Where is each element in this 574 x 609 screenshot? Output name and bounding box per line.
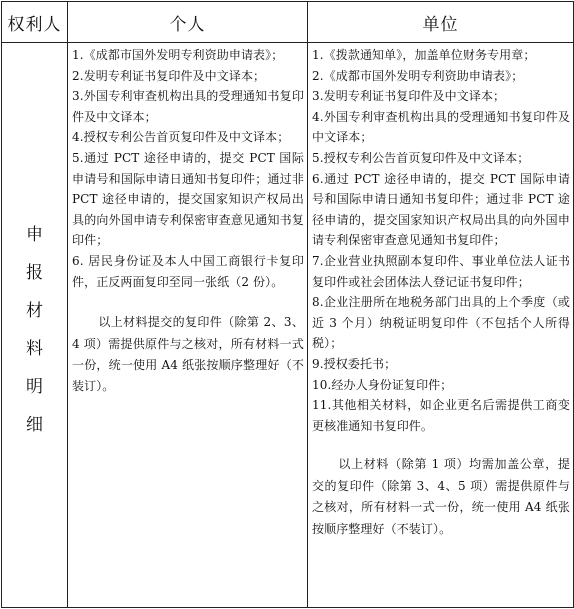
row-label-char: 明 (26, 377, 43, 397)
individual-item: 5.通过 PCT 途径申请的，提交 PCT 国际申请号和国际申请日通知书复印件；通过非 PCT 途径申请的，提交国家知识产权局出具的向外国申请专利保密审查意见通知书复印件； (72, 150, 304, 248)
header-individual: 个人 (68, 2, 308, 43)
entity-note: 以上材料（除第 1 项）均需加盖公章，提交的复印件（除第 3、4、5 项）需提供原件与之核对，所有材料一式一份，统一使用 A4 纸张按顺序整理好（不装订）。 (312, 457, 570, 536)
entity-item: 7.企业营业执照副本复印件、事业单位法人证书复印件或社会团体法人登记证书复印件； (312, 253, 570, 289)
row-label-char: 料 (26, 339, 43, 359)
individual-content (68, 43, 307, 398)
materials-table (1, 1, 574, 608)
header-row (2, 2, 574, 43)
row-label-char: 报 (26, 263, 43, 283)
row-label-char: 细 (26, 415, 43, 435)
row-label-char: 申 (26, 225, 43, 245)
row-label-char: 材 (26, 301, 43, 321)
individual-item: 1.《成都市国外发明专利资助申请表》； (72, 48, 284, 62)
content-row (2, 43, 574, 608)
entity-item: 5.授权专利公告首页复印件及中文译本； (312, 150, 530, 165)
entity-item: 3.发明专利证书复印件及中文译本； (312, 89, 506, 104)
header-holder: 权利人 (2, 2, 68, 43)
individual-item: 6. 居民身份证及本人中国工商银行卡复印件，正反两面复印至同一张纸（2 份）。 (72, 253, 304, 289)
entity-content (308, 43, 573, 540)
entity-item: 6.通过 PCT 途径申请的，提交 PCT 国际申请号和国际申请日通知书复印件；通过非 PCT 途径申请的，提交国家知识产权局出具的向外国申请专利保密审查意见通知书复印件； (312, 171, 570, 248)
individual-note: 以上材料提交的复印件（除第 2、3、4 项）需提供原件与之核对，所有材料一式一份，统一使用 A4 纸张按顺序整理好（不装订）。 (72, 315, 304, 394)
entity-item: 4.外国专利审查机构出具的受理通知书复印件及中文译本； (312, 109, 570, 145)
individual-item: 2.发明专利证书复印件及中文译本； (72, 68, 266, 83)
row-label-cell (2, 43, 68, 608)
entity-item: 10.经办人身份证复印件； (312, 377, 453, 392)
entity-item: 9.授权委托书； (312, 356, 397, 371)
individual-item: 4.授权专利公告首页复印件及中文译本； (72, 130, 290, 145)
header-entity: 单位 (308, 2, 574, 43)
entity-item: 1.《拨款通知单》，加盖单位财务专用章； (312, 48, 536, 62)
entity-cell (308, 43, 574, 608)
entity-item: 8.企业注册所在地税务部门出具的上个季度（或近 3 个月）纳税证明复印件（不包括个人所得税）； (312, 295, 570, 351)
entity-item: 2.《成都市国外发明专利资助申请表》； (312, 68, 524, 83)
row-label (25, 216, 45, 444)
individual-cell (68, 43, 308, 608)
individual-item: 3.外国专利审查机构出具的受理通知书复印件及中文译本； (72, 89, 304, 124)
entity-item: 11.其他相关材料，如企业更名后需提供工商变更核准通知书复印件。 (312, 398, 570, 433)
